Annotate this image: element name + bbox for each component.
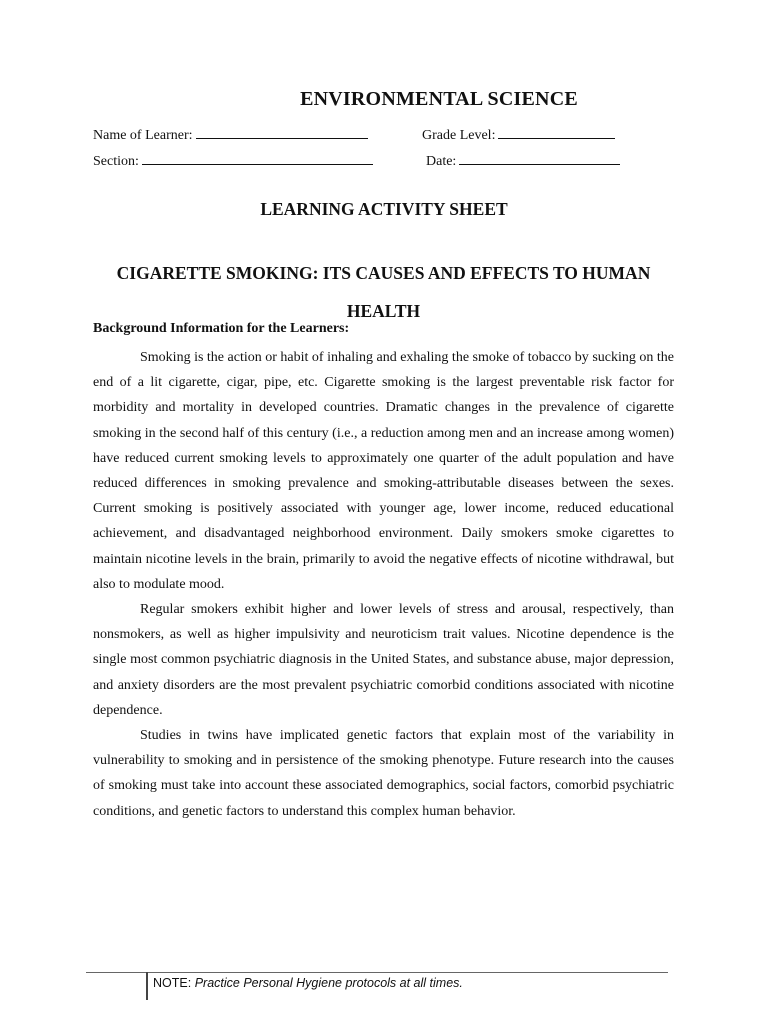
subject-title: ENVIRONMENTAL SCIENCE bbox=[300, 88, 578, 110]
background-heading: Background Information for the Learners: bbox=[93, 321, 350, 336]
name-of-learner-blank[interactable] bbox=[196, 124, 368, 139]
footer-note bbox=[146, 972, 463, 1000]
background-paragraph-2: Regular smokers exhibit higher and lower levels of stress and arousal, respectively, than nonsmokers, as well as higher impulsivity and neuroticism trait values. Nicotine dependence is the single most common psychiatric diagnosis in the United States, and substance abuse, major depression, and anxiety disorders are the most prevalent psychiatric comorbid conditions associated with nicotine dependence. bbox=[93, 602, 674, 718]
footer-note-text: Practice Personal Hygiene protocols at all times. bbox=[194, 976, 463, 990]
date-field[interactable] bbox=[426, 150, 620, 170]
section-label: Section: bbox=[93, 154, 139, 169]
section-blank[interactable] bbox=[142, 150, 373, 165]
name-of-learner-label: Name of Learner: bbox=[93, 128, 193, 143]
grade-level-label: Grade Level: bbox=[422, 128, 496, 143]
section-field[interactable] bbox=[93, 150, 373, 170]
background-paragraph-1: Smoking is the action or habit of inhaling and exhaling the smoke of tobacco by sucking on the end of a lit cigarette, cigar, pipe, etc. Cigarette smoking is the largest preventable risk factor for morbidity and mortality in developed countries. Dramatic changes in the prevalence of cigarette smoking in the second half of this century (i.e., a reduction among men and an increase among women) have reduced current smoking levels to approximately one quarter of the adult population and have reduced differences in smoking prevalence and smoking-attributable diseases between the sexes. Current smoking is positively associated with younger age, lower income, reduced educational achievement, and disadvantaged neighborhood environment. Daily smokers smoke cigarettes to maintain nicotine levels in the brain, primarily to avoid the negative effects of nicotine withdrawal, but also to modulate mood. bbox=[93, 350, 674, 592]
name-of-learner-field[interactable] bbox=[93, 124, 368, 144]
section-date-row bbox=[93, 150, 693, 170]
background-body bbox=[93, 345, 674, 824]
topic-title: CIGARETTE SMOKING: ITS CAUSES AND EFFECTS TO HUMAN HEALTH bbox=[116, 263, 651, 321]
grade-level-blank[interactable] bbox=[498, 124, 615, 139]
sheet-title: LEARNING ACTIVITY SHEET bbox=[260, 199, 508, 219]
footer-note-label: NOTE: bbox=[153, 976, 192, 990]
date-label: Date: bbox=[426, 154, 457, 169]
grade-level-field[interactable] bbox=[422, 124, 615, 144]
learner-info-row bbox=[93, 124, 693, 144]
background-paragraph-3: Studies in twins have implicated genetic factors that explain most of the variability in vulnerability to smoking and in persistence of the smoking phenotype. Future research into the causes of smoking must take into account these associated demographics, social factors, comorbid psychiatric conditions, and genetic factors to understand this complex human behavior. bbox=[93, 728, 674, 819]
date-blank[interactable] bbox=[459, 150, 620, 165]
